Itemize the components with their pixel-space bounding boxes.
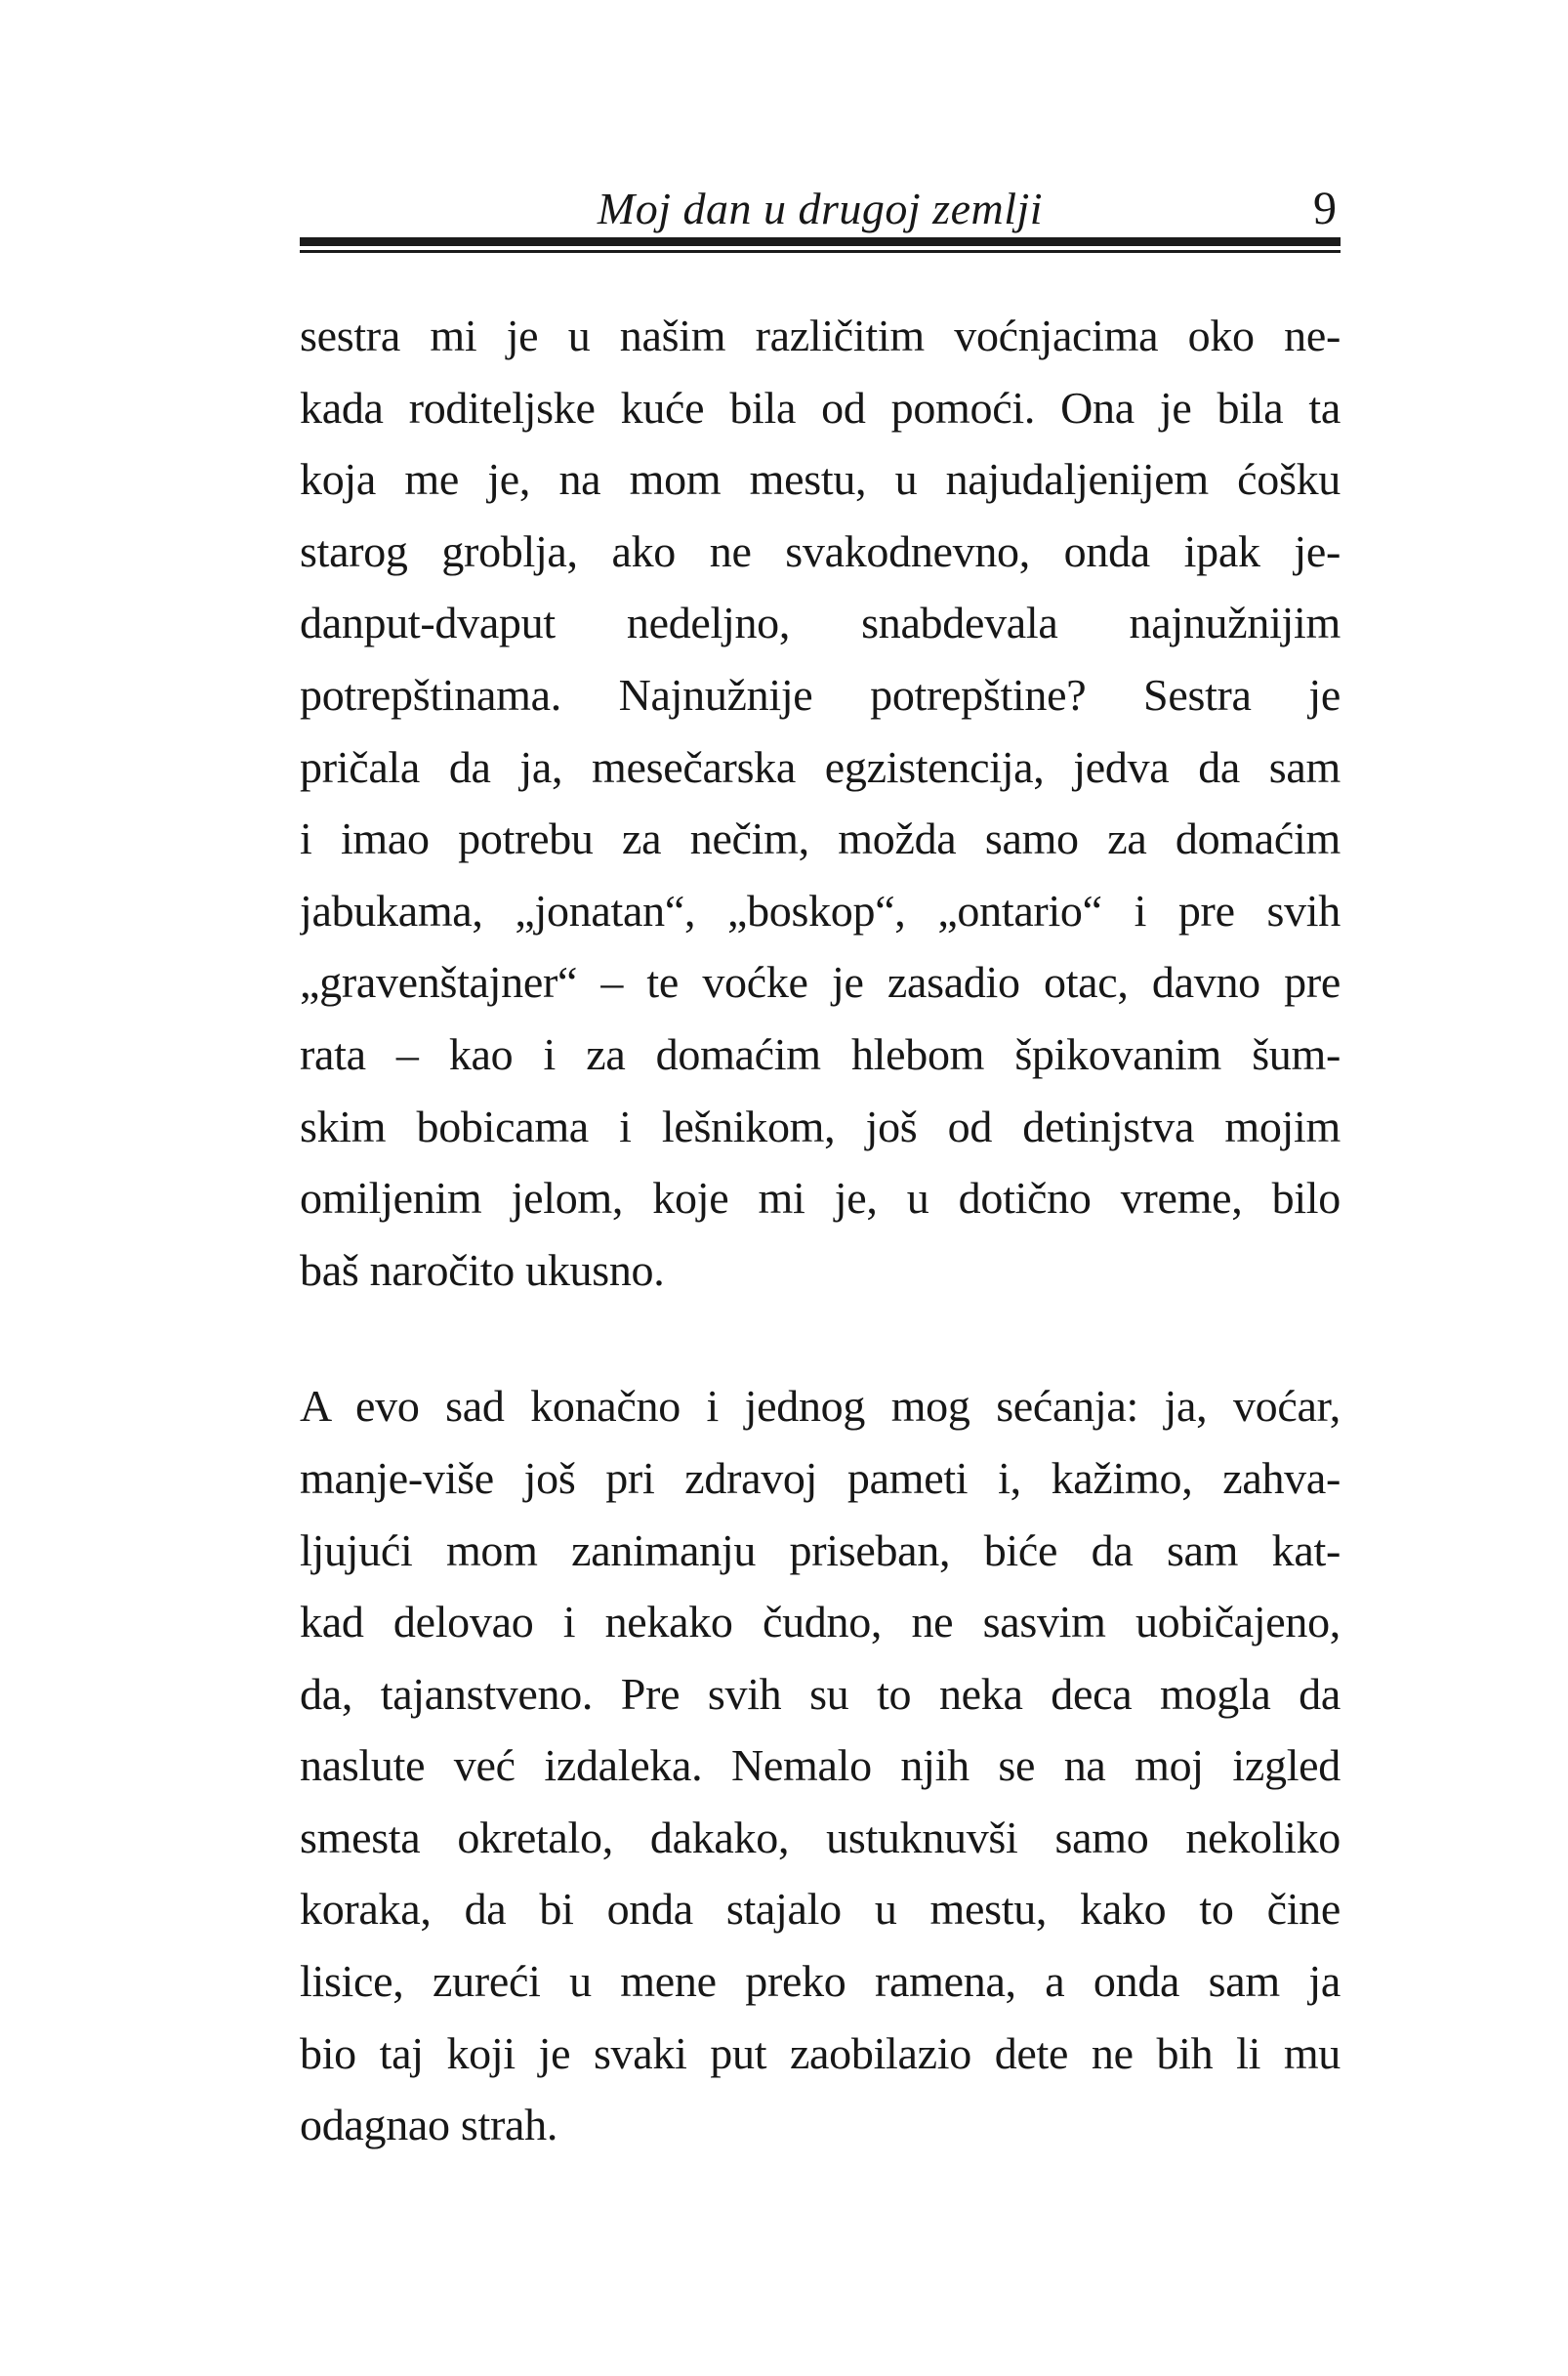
text-line: skim bobicama i lešnikom, još od detinjstva mojim	[300, 1101, 1341, 1151]
text-line: omiljenim jelom, koje mi je, u dotično vreme, bilo	[300, 1173, 1341, 1224]
header-rule-thin	[300, 250, 1341, 253]
running-head	[300, 182, 1341, 236]
text-line: pričala da ja, mesečarska egzistencija, jedva da sam	[300, 741, 1341, 792]
text-line: kad delovao i nekako čudno, ne sasvim uobičajeno,	[300, 1597, 1341, 1647]
text-line: „gravenštajner“ – te voćke je zasadio otac, davno pre	[300, 957, 1341, 1008]
text-line: bio taj koji je svaki put zaobilazio dete ne bih li mu	[300, 2027, 1341, 2078]
text-line: i imao potrebu za nečim, možda samo za domaćim	[300, 813, 1341, 864]
text-line: koja me je, na mom mestu, u najudaljenijem ćošku	[300, 454, 1341, 505]
text-line: odagnao strah.	[300, 2100, 558, 2150]
text-line: A evo sad konačno i jednog mog sećanja: ja, voćar,	[300, 1381, 1341, 1432]
text-line: danput-dvaput nedeljno, snabdevala najnužnijim	[300, 598, 1341, 648]
text-line: starog groblja, ako ne svakodnevno, onda ipak je-	[300, 525, 1341, 576]
text-line: lisice, zureći u mene preko ramena, a onda sam ja	[300, 1956, 1341, 2007]
text-line: jabukama, „jonatan“, „boskop“, „ontario“ i pre svih	[300, 885, 1341, 936]
running-title: Moj dan u drugoj zemlji	[597, 184, 1044, 233]
text-line: baš naročito ukusno.	[300, 1244, 665, 1295]
text-line: smesta okretalo, dakako, ustuknuvši samo nekoliko	[300, 1812, 1341, 1862]
paragraph	[300, 300, 1341, 1306]
text-line: rata – kao i za domaćim hlebom špikovanim šum-	[300, 1028, 1341, 1079]
text-line: koraka, da bi onda stajalo u mestu, kako to čine	[300, 1884, 1341, 1935]
text-line: ljujući mom zanimanju priseban, biće da sam kat-	[300, 1524, 1341, 1575]
text-line: potrepštinama. Najnužnije potrepštine? Sestra je	[300, 669, 1341, 720]
header-rule-thick	[300, 237, 1341, 246]
text-line: sestra mi je u našim različitim voćnjacima oko ne-	[300, 311, 1341, 360]
text-line: naslute već izdaleka. Nemalo njih se na moj izgled	[300, 1740, 1341, 1791]
text-line: manje-više još pri zdravoj pameti i, kažimo, zahva-	[300, 1452, 1341, 1503]
body-text	[300, 300, 1341, 2161]
paragraph	[300, 1370, 1341, 2161]
text-line: da, tajanstveno. Pre svih su to neka deca mogla da	[300, 1668, 1341, 1719]
text-line: kada roditeljske kuće bila od pomoći. Ona je bila ta	[300, 382, 1341, 433]
page-number: 9	[1313, 183, 1337, 234]
